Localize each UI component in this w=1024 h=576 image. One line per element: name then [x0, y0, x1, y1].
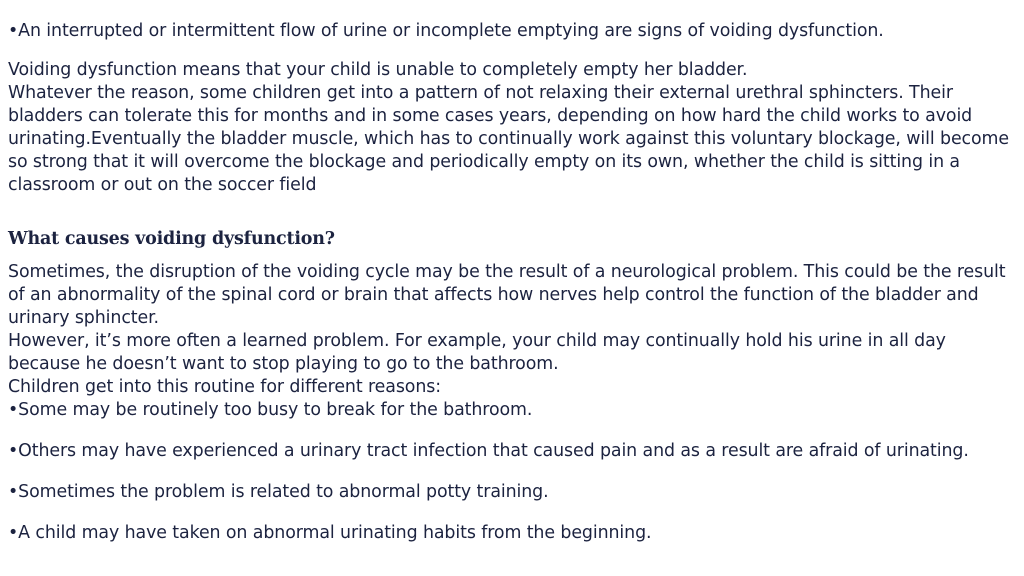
bullet-item-uti: •Others may have experienced a urinary tract infection that caused pain and as a result are afraid of urinating.	[8, 441, 969, 461]
document-body	[8, 20, 1016, 545]
causes-paragraph: Sometimes, the disruption of the voiding cycle may be the result of a neurological problem. This could be the result of an abnormality of the spinal cord or brain that affects how nerves help control the function of the bladder and urinary sphincter. However, it’s more often a learned problem. For example, your child may continually hold his urine in all day because he doesn’t want to stop playing to go to the bathroom. Children get into this routine for different reasons: •Some may be routinely too busy to break for the bathroom.	[8, 262, 1006, 420]
definition-paragraph: Voiding dysfunction means that your child is unable to completely empty her bladder. Whatever the reason, some children get into a pattern of not relaxing their external urethral sphincters. Their bladders can tolerate this for months and in some cases years, depending on how hard the child works to avoid urinating.Eventually the bladder muscle, which has to continually work against this voluntary blockage, will become so strong that it will overcome the blockage and periodically empty on its own, whether the child is sitting in a classroom or out on the soccer field	[8, 60, 1009, 195]
bullet-item-potty-training: •Sometimes the problem is related to abnormal potty training.	[8, 482, 549, 502]
section-heading: What causes voiding dysfunction?	[8, 229, 335, 249]
bullet-item-habits: •A child may have taken on abnormal urinating habits from the beginning.	[8, 523, 652, 543]
intro-paragraph: •An interrupted or intermittent flow of urine or incomplete emptying are signs of voiding dysfunction.	[8, 21, 884, 41]
